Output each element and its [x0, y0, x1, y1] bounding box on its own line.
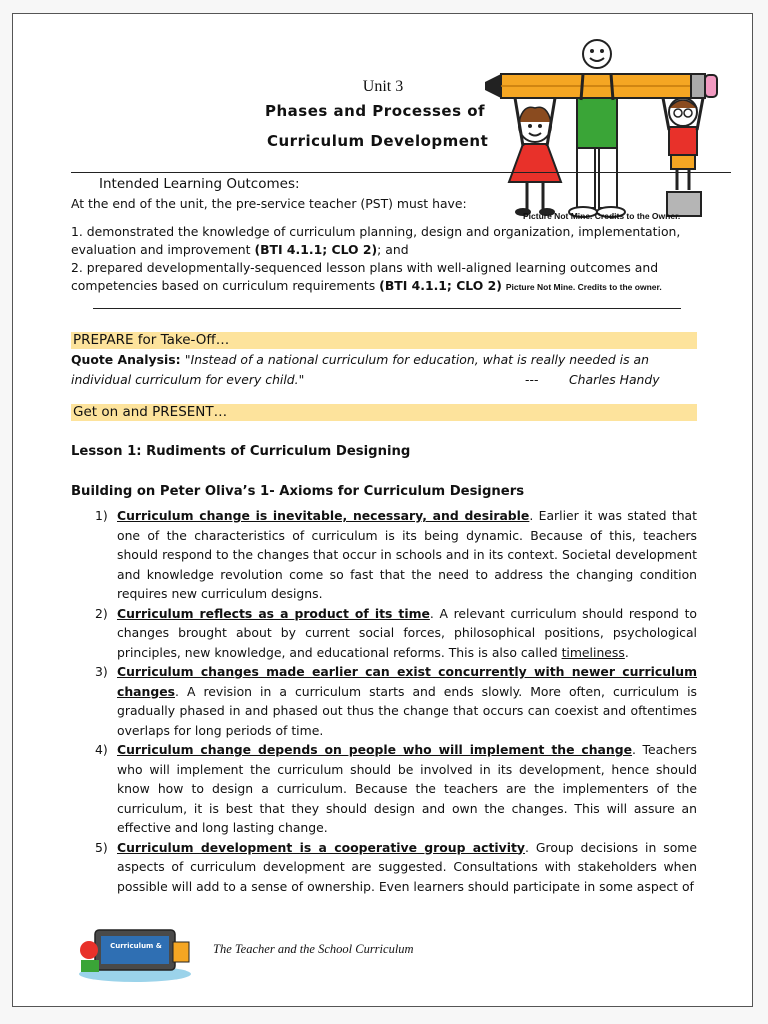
quote-line-2: individual curriculum for every child.": [71, 372, 305, 387]
ilo-intro: At the end of the unit, the pre-service teacher (PST) must have:: [71, 196, 467, 211]
title-line-2: Curriculum Development: [267, 132, 489, 150]
list-item: 3) Curriculum changes made earlier can exist concurrently with newer curriculum changes. A revision in a curriculum starts and ends slowly. More often, curriculum is gradually phased in and phased out thus the change that occurs can coexist and oftentimes overlaps for long periods of time.: [95, 664, 697, 738]
present-band: Get on and PRESENT…: [71, 404, 697, 421]
list-item: 1) Curriculum change is inevitable, necessary, and desirable. Earlier it was stated that one of the characteristics of curriculum is its being dynamic. Because of this, teachers should respond to the changes that occur in schools and in its context. Societal development and knowledge revolution come so fast that the need to address the changing condition requires new curriculum designs.: [95, 508, 698, 601]
quote-dash: ---: [525, 372, 539, 387]
kids-pencil-illustration: [471, 34, 721, 226]
title-line-1: Phases and Processes of: [265, 102, 486, 120]
quote-analysis: Quote Analysis: "Instead of a national curriculum for education, what is really needed is an: [71, 352, 649, 367]
footer-text: The Teacher and the School Curriculum: [213, 942, 414, 956]
section-title: Building on Peter Oliva’s 1- Axioms for Curriculum Designers: [71, 484, 525, 499]
footer-logo: [75, 920, 195, 984]
list-item: 5) Curriculum development is a cooperative group activity. Group decisions in some aspects of curriculum development are suggested. Consultations with stakeholders when possible will add to a sense of ownership. Even learners should participate in some aspect of: [95, 839, 697, 894]
document-page: [12, 13, 753, 1007]
ilo-item-2: 2. prepared developmentally-sequenced lesson plans with well-aligned learning outcomes and competencies based on curriculum requirements (BTI 4.1.1; CLO 2) Picture Not Mine. Credits to the owner.: [71, 260, 662, 293]
lesson-title: Lesson 1: Rudiments of Curriculum Designing: [71, 444, 411, 459]
ilo-heading: Intended Learning Outcomes:: [99, 176, 300, 192]
ilo-rule: [93, 308, 681, 309]
prepare-band: PREPARE for Take-Off…: [71, 332, 697, 349]
ilo-credit: Picture Not Mine. Credits to the owner.: [505, 282, 662, 292]
footer-logo-text: Curriculum &: [110, 942, 162, 950]
image-credit: Picture Not Mine. Credits to the Owner.: [523, 211, 681, 221]
ilo-item-1: 1. demonstrated the knowledge of curriculum planning, design and organization, implementation, evaluation and improvement (BTI 4.1.1; CLO 2); and: [71, 224, 681, 257]
list-item: 2) Curriculum reflects as a product of its time. A relevant curriculum should respond to changes brought about by current social forces, philosophical positions, psychological principles, new knowledge, and educational reforms. This is also called timeliness.: [95, 605, 698, 660]
list-item: 4) Curriculum change depends on people who will implement the change. Teachers who will implement the curriculum should be involved in its development, hence should know how to design a curriculum. Because the teachers are the implementers of the curriculum, it is best that they should design and own the changes. This will assure an effective and long lasting change.: [95, 742, 697, 835]
axioms-list: [71, 506, 697, 896]
title-rule: [71, 172, 731, 173]
curriculum-logo-icon: [75, 920, 195, 984]
quote-author: Charles Handy: [569, 372, 660, 387]
unit-label: Unit 3: [362, 78, 404, 95]
